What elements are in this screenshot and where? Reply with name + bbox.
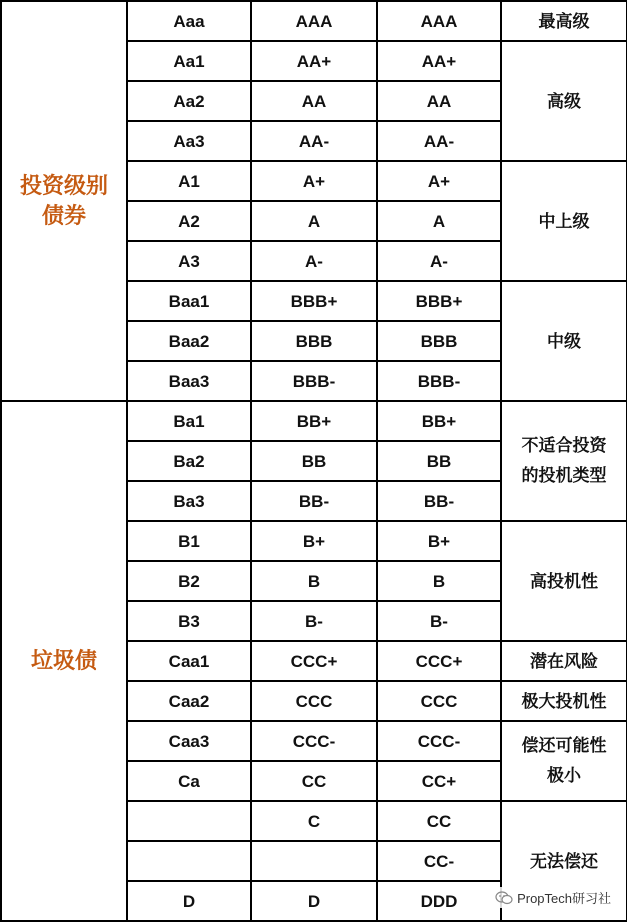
sp-rating: AAA [251,1,377,41]
sp-rating: BBB- [251,361,377,401]
moodys-rating: B3 [127,601,251,641]
sp-rating: A [251,201,377,241]
fitch-rating: DDD [377,881,501,921]
sp-rating: C [251,801,377,841]
sp-rating: A- [251,241,377,281]
moodys-rating: Aa3 [127,121,251,161]
sp-rating: D [251,881,377,921]
sp-rating: BB+ [251,401,377,441]
fitch-rating: CCC- [377,721,501,761]
fitch-rating: AA- [377,121,501,161]
sp-rating: B- [251,601,377,641]
fitch-rating: A [377,201,501,241]
watermark-text: PropTech研习社 [517,891,611,906]
moodys-rating: Baa2 [127,321,251,361]
investment-grade-label: 投资级别 债券 [1,1,127,401]
fitch-rating: BBB- [377,361,501,401]
moodys-rating [127,841,251,881]
moodys-rating: Baa1 [127,281,251,321]
fitch-rating: CCC [377,681,501,721]
fitch-rating: BB+ [377,401,501,441]
sp-rating [251,841,377,881]
moodys-rating: Aa1 [127,41,251,81]
rating-description: 无法偿还 [501,801,627,921]
table-row [1,401,627,441]
moodys-rating: Caa2 [127,681,251,721]
sp-rating: AA- [251,121,377,161]
sp-rating: BBB [251,321,377,361]
fitch-rating: CC+ [377,761,501,801]
fitch-rating: AAA [377,1,501,41]
moodys-rating: A1 [127,161,251,201]
sp-rating: CCC [251,681,377,721]
fitch-rating: BBB+ [377,281,501,321]
moodys-rating: A2 [127,201,251,241]
sp-rating: B [251,561,377,601]
moodys-rating [127,801,251,841]
moodys-rating: B1 [127,521,251,561]
moodys-rating: Aa2 [127,81,251,121]
moodys-rating: Baa3 [127,361,251,401]
moodys-rating: D [127,881,251,921]
moodys-rating: Ba3 [127,481,251,521]
fitch-rating: BB [377,441,501,481]
fitch-rating: BBB [377,321,501,361]
fitch-rating: B+ [377,521,501,561]
fitch-rating: CCC+ [377,641,501,681]
moodys-rating: Caa3 [127,721,251,761]
fitch-rating: A+ [377,161,501,201]
fitch-rating: AA+ [377,41,501,81]
rating-description: 偿还可能性 极小 [501,721,627,801]
sp-rating: BB [251,441,377,481]
rating-description: 中级 [501,281,627,401]
sp-rating: CCC+ [251,641,377,681]
moodys-rating: Caa1 [127,641,251,681]
rating-description: 极大投机性 [501,681,627,721]
sp-rating: AA [251,81,377,121]
sp-rating: CC [251,761,377,801]
fitch-rating: AA [377,81,501,121]
moodys-rating: Aaa [127,1,251,41]
sp-rating: BBB+ [251,281,377,321]
rating-description: 中上级 [501,161,627,281]
fitch-rating: BB- [377,481,501,521]
sp-rating: A+ [251,161,377,201]
rating-description: 高级 [501,41,627,161]
fitch-rating: B- [377,601,501,641]
moodys-rating: Ca [127,761,251,801]
sp-rating: CCC- [251,721,377,761]
sp-rating: AA+ [251,41,377,81]
fitch-rating: CC- [377,841,501,881]
wechat-icon [495,891,513,905]
fitch-rating: B [377,561,501,601]
table-row [1,1,627,41]
rating-description: 潜在风险 [501,641,627,681]
moodys-rating: Ba1 [127,401,251,441]
sp-rating: BB- [251,481,377,521]
rating-description: 高投机性 [501,521,627,641]
rating-description: 不适合投资 的投机类型 [501,401,627,521]
watermark [493,887,613,908]
sp-rating: B+ [251,521,377,561]
moodys-rating: A3 [127,241,251,281]
fitch-rating: CC [377,801,501,841]
rating-description: 最高级 [501,1,627,41]
junk-grade-label: 垃圾债 [1,401,127,921]
fitch-rating: A- [377,241,501,281]
moodys-rating: Ba2 [127,441,251,481]
moodys-rating: B2 [127,561,251,601]
